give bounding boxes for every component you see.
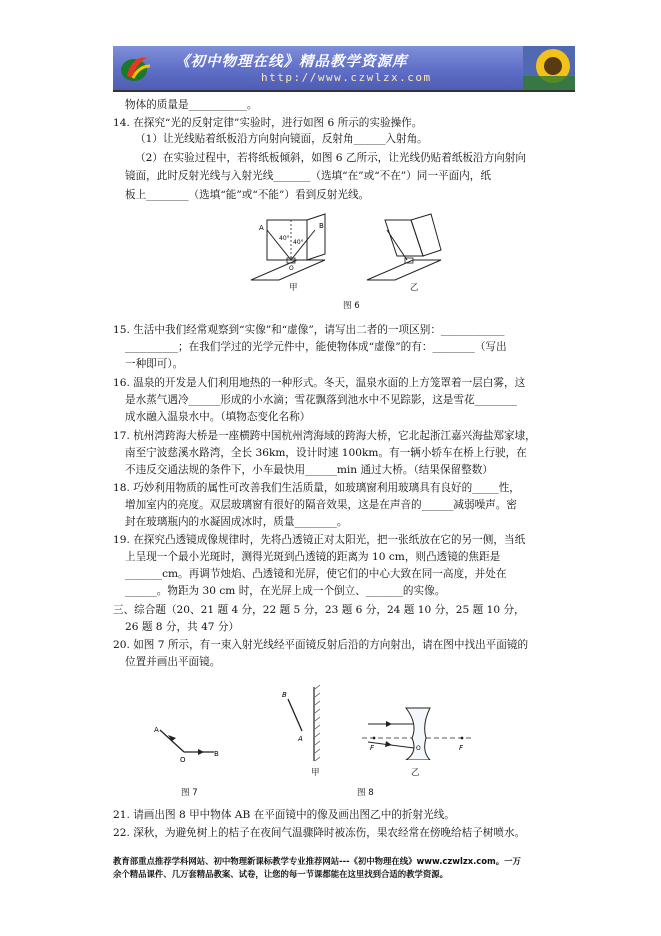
q15-line2: __________；在我们学过的光学元件中，能使物体成“虚像”的有：________（写出 bbox=[125, 341, 507, 353]
fig7-label-B: B bbox=[214, 750, 219, 758]
sunflower-icon bbox=[523, 46, 575, 90]
q19-line2: 上呈现一个最小光斑时，测得光斑到凸透镜的距离为 10 cm，则凸透镜的焦距是 bbox=[125, 551, 501, 563]
section3-heading-line2: 26 题 8 分，共 47 分） bbox=[125, 621, 240, 633]
q14-stem: 14. 在探究“光的反射定律”实验时，进行如图 6 所示的实验操作。 bbox=[113, 117, 423, 129]
q18-line2: 增加室内的亮度。双层玻璃窗有很好的隔音效果，这是在声音的______减弱噪声。密 bbox=[125, 499, 517, 511]
q16-line3: 成水融入温泉水中。（填物态变化名称） bbox=[125, 411, 311, 423]
fig6-label-O: O bbox=[289, 265, 294, 272]
fig8-yi-label: 乙 bbox=[411, 768, 420, 778]
q19-line3: _______cm。再调节烛焰、凸透镜和光屏，使它们的中心大致在同一高度，并处在 bbox=[125, 568, 507, 580]
fig6-label-B: B bbox=[319, 222, 324, 230]
figure-8-yi bbox=[358, 700, 478, 760]
figure-6-jia bbox=[251, 214, 325, 280]
q16-line2: 是水蒸气遇冷______形成的小水滴；雪花飘落到池水中不见踪影，这是雪花________ bbox=[125, 394, 517, 406]
q16-line1: 16. 温泉的开发是人们利用地热的一种形式。冬天，温泉水面的上方笼罩着一层白雾，这 bbox=[113, 377, 526, 389]
footer-line2: 余个精品课件、几万套精品教案、试卷，让您的每一节课都能在这里找到合适的教学资源。 bbox=[113, 869, 448, 879]
site-logo-icon bbox=[119, 52, 153, 84]
q14-part2-line3: 板上________（选填“能”或“不能”）看到反射光线。 bbox=[125, 189, 370, 201]
q18-line1: 18. 巧妙利用物质的属性可改善我们生活质量，如玻璃窗利用玻璃具有良好的_____性， bbox=[113, 482, 520, 494]
q14-part2-line1: （2）在实验过程中，若将纸板倾斜，如图 6 乙所示，让光线仍贴着纸板沿方向射向 bbox=[135, 152, 526, 164]
fig6-jia-label: 甲 bbox=[289, 283, 298, 293]
fig6-label-A: A bbox=[259, 224, 264, 232]
q17-line3: 不违反交通法规的条件下，小车最快用______min 通过大桥。（结果保留整数） bbox=[125, 464, 493, 476]
q14-part2-line2: 镜面，此时反射光线与入射光线_______（选填“在”或“不在”）同一平面内，纸 bbox=[125, 170, 491, 182]
fig8-label-B: B bbox=[282, 691, 287, 699]
footer-line1: 教育部重点推荐学科网站、初中物理新课标教学专业推荐网站---《初中物理在线》www.czwlzx.com。一万 bbox=[113, 856, 521, 866]
q18-line3: 封在玻璃瓶内的水凝固成冰时，质量________。 bbox=[125, 516, 348, 528]
q15-line1: 15. 生活中我们经常观察到“实像”和“虚像”，请写出二者的一项区别：____________ bbox=[113, 324, 505, 336]
fig6-angle2: 40° bbox=[293, 239, 304, 246]
q21-line: 21. 请画出图 8 甲中物体 AB 在平面镜中的像及画出图乙中的折射光线。 bbox=[113, 809, 455, 821]
fig7-label-O: O bbox=[180, 756, 186, 764]
q20-line2: 位置并画出平面镜。 bbox=[125, 656, 221, 668]
fig8-label-F-left: F bbox=[370, 744, 375, 752]
fig8-label-A: A bbox=[298, 735, 303, 743]
figure-7 bbox=[148, 720, 228, 765]
header-banner bbox=[113, 46, 575, 92]
figure-8-jia bbox=[278, 683, 328, 765]
fig7-label-A: A bbox=[154, 726, 159, 734]
fig8-caption: 图 8 bbox=[357, 788, 374, 798]
fig7-caption: 图 7 bbox=[181, 788, 198, 798]
fig6-angle1: 40° bbox=[279, 235, 290, 242]
q19-line4: ______。物距为 30 cm 时，在光屏上成一个倒立、_______的实像。 bbox=[125, 585, 446, 597]
fig6-caption: 图 6 bbox=[343, 301, 360, 311]
q14-part1: （1）让光线贴着纸板沿方向射向镜面，反射角______入射角。 bbox=[135, 133, 428, 145]
fig8-jia-label: 甲 bbox=[311, 768, 320, 778]
q13-tail: 物体的质量是___________。 bbox=[125, 99, 258, 111]
fig8-label-F-right: F bbox=[459, 744, 464, 752]
banner-url[interactable]: http://www.czwlzx.com bbox=[261, 71, 432, 84]
fig8-label-O: O bbox=[416, 745, 421, 752]
q19-line1: 19. 在探究凸透镜成像规律时，先将凸透镜正对太阳光，把一张纸放在它的另一侧，当纸 bbox=[113, 534, 526, 546]
banner-title: 《初中物理在线》精品教学资源库 bbox=[175, 53, 408, 70]
q22-line: 22. 深秋，为避免树上的桔子在夜间气温骤降时被冻伤，果农经常在傍晚给桔子树喷水。 bbox=[113, 827, 526, 839]
figure-6-yi bbox=[367, 214, 441, 280]
section3-heading-line1: 三、综合题（20、21 题 4 分，22 题 5 分，23 题 6 分，24 题 10 分，25 题 10 分， bbox=[113, 604, 525, 616]
q15-line3: 一种即可）。 bbox=[125, 358, 184, 370]
q20-line1: 20. 如图 7 所示，有一束入射光线经平面镜反射后沿的方向射出，请在图中找出平面镜的 bbox=[113, 639, 529, 651]
fig6-yi-label: 乙 bbox=[410, 283, 419, 293]
q17-line2: 南至宁波慈溪水路湾，全长 36km，设计时速 100km。有一辆小轿车在桥上行驶，在 bbox=[125, 447, 527, 459]
q17-line1: 17. 杭州湾跨海大桥是一座横跨中国杭州湾海域的跨海大桥，它北起浙江嘉兴海盐郑家埭， bbox=[113, 430, 536, 442]
